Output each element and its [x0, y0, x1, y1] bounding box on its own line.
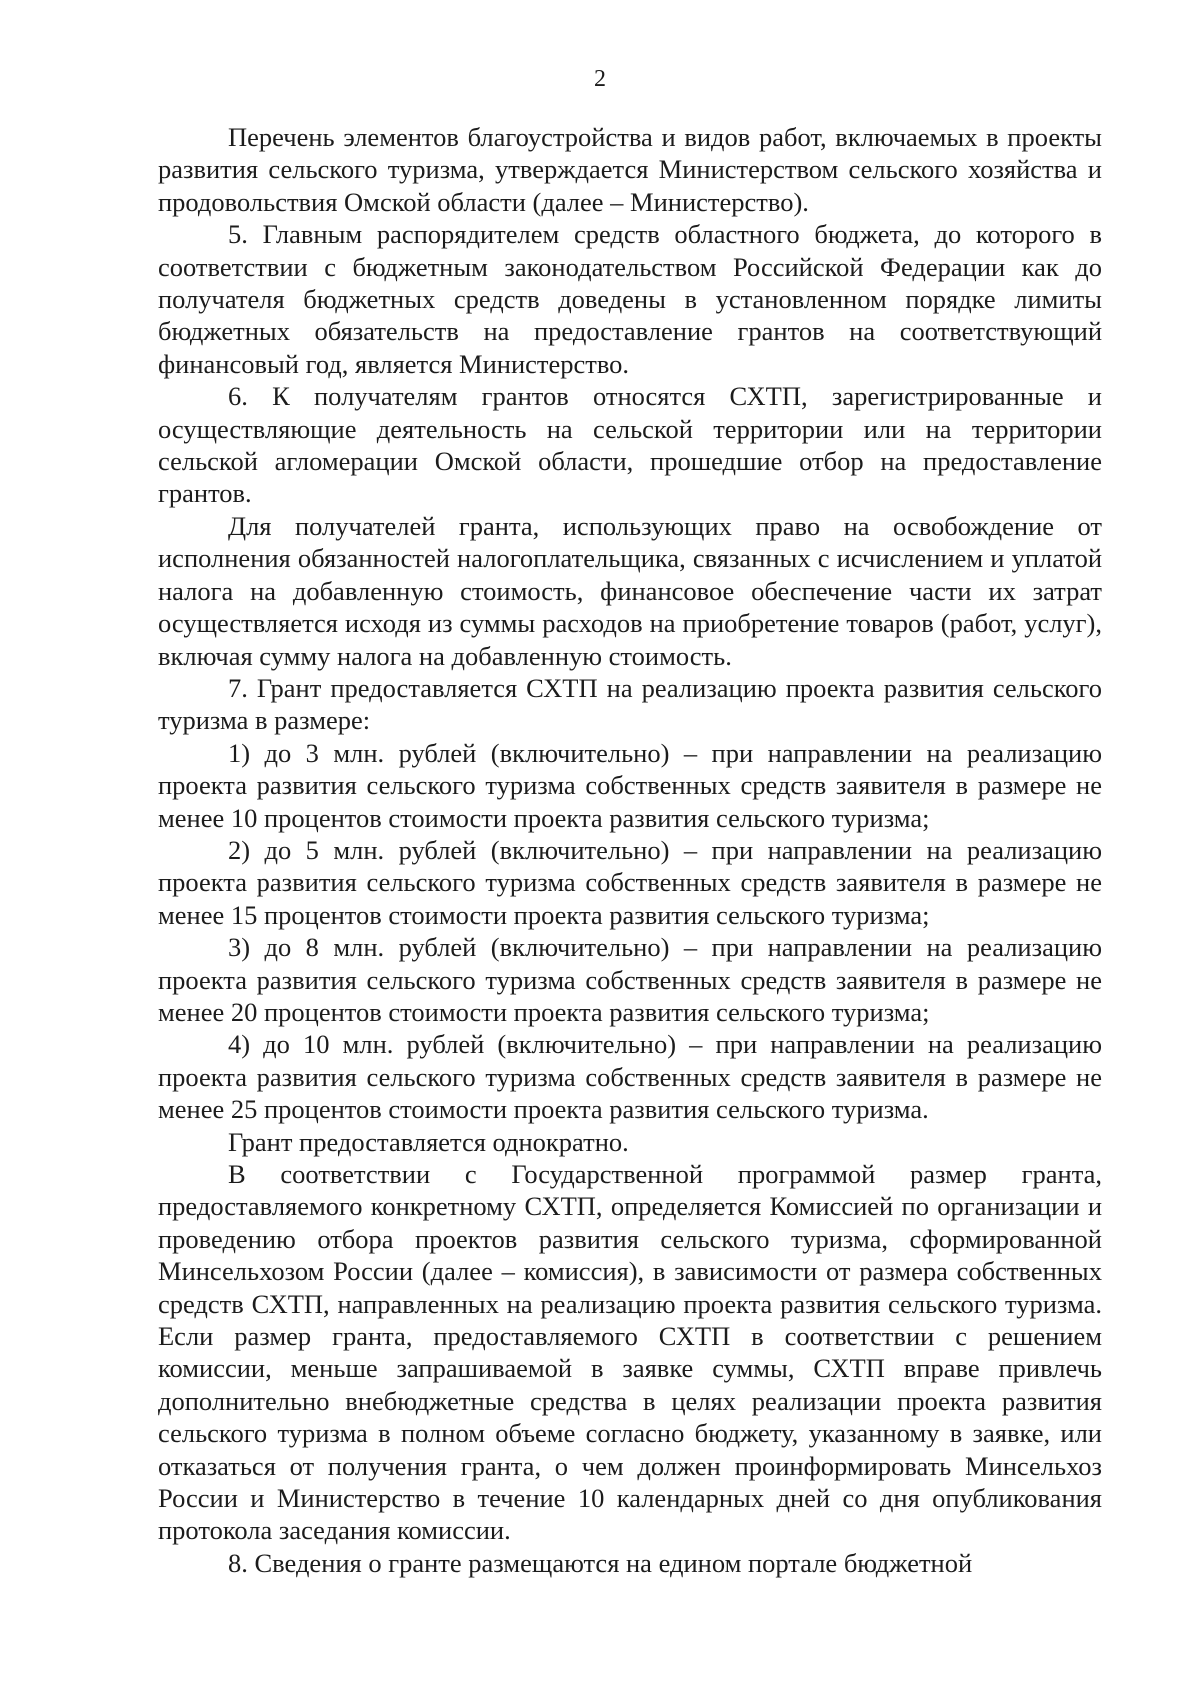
paragraph-item-6: 6. К получателям грантов относятся СХТП, зарегистрированные и осуществляющие деятельность на сельской территории или на территории сельской агломерации Омской области, прошедшие отбор на предоставление грантов. [158, 381, 1102, 509]
paragraph-item-7-sub-2: 2) до 5 млн. рублей (включительно) – при направлении на реализацию проекта развития сельского туризма собственных средств заявителя в размере не менее 15 процентов стоимости проекта развития сельского туризма; [158, 834, 1102, 930]
paragraph-item-7: 7. Грант предоставляется СХТП на реализацию проекта развития сельского туризма в размере: [158, 672, 1102, 736]
paragraph-one-time-grant: Грант предоставляется однократно. [228, 1126, 629, 1157]
paragraph-item-7-sub-1: 1) до 3 млн. рублей (включительно) – при направлении на реализацию проекта развития сельского туризма собственных средств заявителя в размере не менее 10 процентов стоимости проекта развития сельского туризма; [158, 737, 1102, 833]
paragraph-item-8: 8. Сведения о гранте размещаются на едином портале бюджетной [228, 1547, 973, 1578]
paragraph-improvement-list: Перечень элементов благоустройства и видов работ, включаемых в проекты развития сельского туризма, утверждается Министерством сельского хозяйства и продовольствия Омской области (далее – Министерство). [158, 122, 1102, 217]
paragraph-item-5: 5. Главным распорядителем средств областного бюджета, до которого в соответствии с бюджетным законодательством Российской Федерации как до получателя бюджетных средств доведены в установленном порядке лимиты бюджетных обязательств на предоставление грантов на соответствующий финансовый год, является Министерство. [158, 219, 1102, 379]
paragraph-vat-note: Для получателей гранта, использующих право на освобождение от исполнения обязанностей налогоплательщика, связанных с исчислением и уплатой налога на добавленную стоимость, финансовое обеспечение части их затрат осуществляется исходя из суммы расходов на приобретение товаров (работ, услуг), включая сумму налога на добавленную стоимость. [158, 510, 1102, 671]
paragraph-item-7-sub-4: 4) до 10 млн. рублей (включительно) – при направлении на реализацию проекта развития сельского туризма собственных средств заявителя в размере не менее 25 процентов стоимости проекта развития сельского туризма. [158, 1029, 1102, 1125]
document-body [158, 121, 1102, 1579]
page-number: 2 [594, 66, 606, 92]
paragraph-commission: В соответствии с Государственной программой размер гранта, предоставляемого конкретному СХТП, определяется Комиссией по организации и проведению отбора проектов развития сельского туризма, сформированной Минсельхозом России (далее – комиссия), в зависимости от размера собственных средств СХТП, направленных на реализацию проекта развития сельского туризма. Если размер гранта, предоставляемого СХТП в соответствии с решением комиссии, меньше запрашиваемой в заявке суммы, СХТП вправе привлечь дополнительно внебюджетные средства в целях реализации проекта развития сельского туризма в полном объеме согласно бюджету, указанному в заявке, или отказаться от получения гранта, о чем должен проинформировать Минсельхоз России и Министерство в течение 10 календарных дней со дня опубликования протокола заседания комиссии. [158, 1159, 1102, 1546]
paragraph-item-7-sub-3: 3) до 8 млн. рублей (включительно) – при направлении на реализацию проекта развития сельского туризма собственных средств заявителя в размере не менее 20 процентов стоимости проекта развития сельского туризма; [158, 932, 1102, 1027]
